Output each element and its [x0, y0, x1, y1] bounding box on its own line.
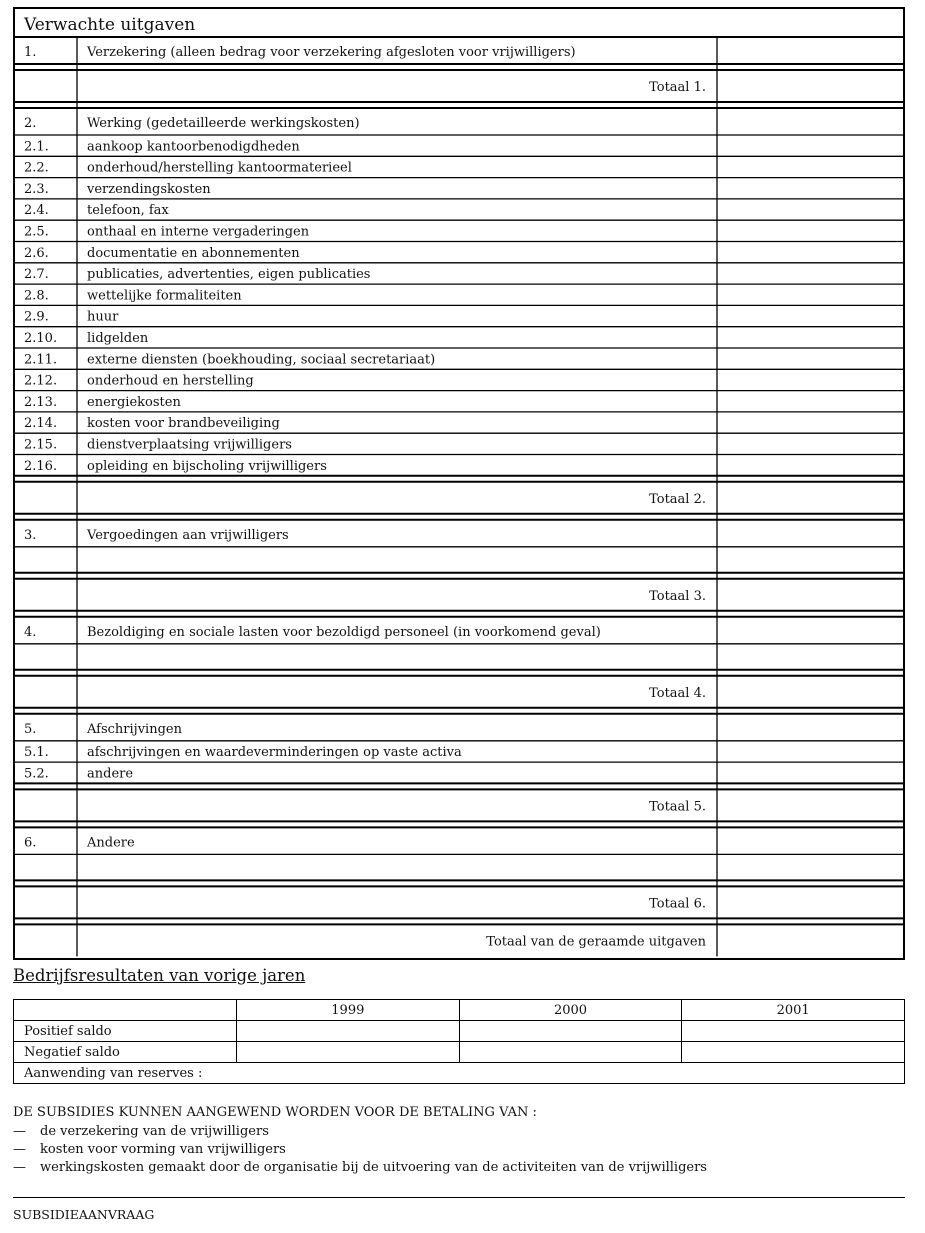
- item-number: 2.6.: [24, 245, 49, 261]
- amount-cell[interactable]: [718, 715, 903, 740]
- amount-cell[interactable]: [718, 285, 903, 304]
- item-number: 2.2.: [24, 160, 49, 176]
- item-label: kosten voor brandbeveiliging: [87, 416, 280, 432]
- item-label: dienstverplaatsing vrijwilligers: [87, 437, 292, 453]
- item-label: opleiding en bijscholing vrijwilligers: [87, 458, 327, 474]
- total-label: Totaal 3.: [649, 588, 706, 604]
- amount-cell[interactable]: [718, 370, 903, 389]
- item-label: telefoon, fax: [87, 203, 169, 219]
- item-number: 2.5.: [24, 224, 49, 240]
- item-number: 2.1.: [24, 139, 49, 155]
- section-number: 3.: [24, 527, 37, 543]
- negative-balance-label: Negatief saldo: [14, 1042, 237, 1063]
- amount-cell[interactable]: [718, 221, 903, 240]
- item-number: 2.3.: [24, 181, 49, 197]
- reserves-label: Aanwending van reserves :: [14, 1063, 905, 1084]
- notes-item: [13, 1142, 905, 1157]
- section-label: Vergoedingen aan vrijwilligers: [87, 527, 289, 543]
- section-number: 5.: [24, 721, 37, 737]
- item-label: aankoop kantoorbenodigdheden: [87, 139, 300, 155]
- total-label: Totaal 1.: [649, 80, 706, 95]
- amount-cell[interactable]: [718, 790, 903, 820]
- item-number: 2.9.: [24, 309, 49, 325]
- positive-balance-2001-cell[interactable]: [682, 1021, 905, 1042]
- amount-cell[interactable]: [718, 328, 903, 347]
- item-number: 2.11.: [24, 352, 58, 368]
- item-number: 5.2.: [24, 766, 49, 782]
- item-label: verzendingskosten: [87, 181, 211, 197]
- section-label: Bezoldiging en sociale lasten voor bezoldigd personeel (in voorkomend geval): [87, 624, 601, 640]
- amount-cell[interactable]: [718, 580, 903, 610]
- amount-cell[interactable]: [718, 157, 903, 176]
- notes-item-text: de verzekering van de vrijwilligers: [40, 1124, 269, 1139]
- item-number: 2.7.: [24, 267, 49, 283]
- section-label: Andere: [87, 835, 135, 851]
- item-label: publicaties, advertenties, eigen publicaties: [87, 267, 371, 283]
- item-number: 2.14.: [24, 416, 58, 432]
- amount-cell[interactable]: [718, 677, 903, 707]
- subsidy-notes: [13, 1105, 905, 1178]
- amount-cell[interactable]: [718, 855, 903, 879]
- amount-cell[interactable]: [718, 521, 903, 546]
- item-number: 5.1.: [24, 745, 49, 761]
- grand-total-label: Totaal van de geraamde uitgaven: [486, 934, 706, 950]
- notes-item: [13, 1124, 905, 1139]
- results-header-empty-cell: [14, 1000, 237, 1021]
- amount-cell[interactable]: [718, 243, 903, 262]
- notes-heading: DE SUBSIDIES KUNNEN AANGEWEND WORDEN VOOR DE BETALING VAN :: [13, 1105, 537, 1120]
- footer-label: SUBSIDIEAANVRAAG: [13, 1207, 155, 1222]
- negative-balance-2000-cell[interactable]: [459, 1042, 682, 1063]
- negative-balance-2001-cell[interactable]: [682, 1042, 905, 1063]
- amount-cell[interactable]: [718, 483, 903, 513]
- amount-cell[interactable]: [718, 306, 903, 325]
- amount-cell[interactable]: [718, 71, 903, 101]
- amount-cell[interactable]: [718, 392, 903, 411]
- amount-cell[interactable]: [718, 136, 903, 155]
- positive-balance-row: [14, 1021, 905, 1042]
- item-label: andere: [87, 766, 134, 782]
- item-number: 2.10.: [24, 331, 58, 346]
- positive-balance-2000-cell[interactable]: [459, 1021, 682, 1042]
- item-number: 2.8.: [24, 288, 49, 304]
- section-number: 4.: [24, 624, 37, 640]
- item-label: afschrijvingen en waardeverminderingen op vaste activa: [87, 745, 462, 761]
- section-number: 2.: [24, 116, 37, 131]
- item-number: 2.4.: [24, 203, 49, 219]
- item-label: onthaal en interne vergaderingen: [87, 224, 310, 240]
- amount-cell[interactable]: [718, 349, 903, 368]
- amount-cell[interactable]: [718, 925, 903, 955]
- positive-balance-label: Positief saldo: [14, 1021, 237, 1042]
- year-2000-header: 2000: [459, 1000, 682, 1021]
- amount-cell[interactable]: [718, 179, 903, 198]
- amount-cell[interactable]: [718, 887, 903, 917]
- results-header-row: [14, 1000, 905, 1021]
- item-label: onderhoud en herstelling: [87, 373, 254, 389]
- section-label: Afschrijvingen: [87, 721, 182, 737]
- section-label: Werking (gedetailleerde werkingskosten): [87, 116, 360, 131]
- footer-divider: [13, 1197, 905, 1198]
- amount-cell[interactable]: [718, 618, 903, 643]
- total-label: Totaal 6.: [649, 896, 706, 912]
- expenses-title: Verwachte uitgaven: [24, 15, 196, 35]
- notes-item-text: werkingskosten gemaakt door de organisatie bij de uitvoering van de activiteiten van de vrijwilligers: [40, 1160, 707, 1175]
- negative-balance-1999-cell[interactable]: [237, 1042, 460, 1063]
- positive-balance-1999-cell[interactable]: [237, 1021, 460, 1042]
- amount-cell[interactable]: [718, 109, 903, 134]
- dash-glyph: —: [13, 1124, 26, 1139]
- item-label: wettelijke formaliteiten: [87, 288, 242, 304]
- item-label: energiekosten: [87, 394, 181, 410]
- notes-item: [13, 1160, 905, 1175]
- item-number: 2.15.: [24, 437, 58, 453]
- amount-cell[interactable]: [718, 200, 903, 219]
- item-label: externe diensten (boekhouding, sociaal secretariaat): [87, 352, 436, 368]
- expenses-table: [13, 7, 905, 960]
- notes-item-text: kosten voor vorming van vrijwilligers: [40, 1142, 286, 1157]
- section-number: 1.: [24, 45, 37, 60]
- amount-cell[interactable]: [718, 456, 903, 475]
- results-title: Bedrijfsresultaten van vorige jaren: [13, 966, 306, 985]
- amount-cell[interactable]: [718, 828, 903, 853]
- amount-cell[interactable]: [718, 434, 903, 453]
- dash-glyph: —: [13, 1160, 26, 1175]
- dash-glyph: —: [13, 1142, 26, 1157]
- item-number: 2.12.: [24, 373, 58, 389]
- year-2001-header: 2001: [682, 1000, 905, 1021]
- total-label: Totaal 4.: [649, 685, 706, 701]
- item-label: documentatie en abonnementen: [87, 245, 300, 261]
- amount-cell[interactable]: [718, 645, 903, 669]
- amount-cell[interactable]: [718, 38, 903, 63]
- amount-cell[interactable]: [718, 742, 903, 761]
- amount-cell[interactable]: [718, 548, 903, 572]
- amount-cell[interactable]: [718, 763, 903, 782]
- item-number: 2.13.: [24, 394, 58, 410]
- negative-balance-row: [14, 1042, 905, 1063]
- item-label: lidgelden: [87, 331, 149, 346]
- year-1999-header: 1999: [237, 1000, 460, 1021]
- section-label: Verzekering (alleen bedrag voor verzekering afgesloten voor vrijwilligers): [87, 45, 576, 60]
- results-table: [13, 999, 905, 1084]
- amount-cell[interactable]: [718, 264, 903, 283]
- item-label: onderhoud/herstelling kantoormaterieel: [87, 160, 352, 176]
- total-label: Totaal 5.: [649, 799, 706, 815]
- total-label: Totaal 2.: [649, 491, 706, 507]
- item-number: 2.16.: [24, 458, 58, 474]
- section-number: 6.: [24, 835, 37, 851]
- amount-cell[interactable]: [718, 413, 903, 432]
- reserves-row: [14, 1063, 905, 1084]
- item-label: huur: [87, 309, 119, 325]
